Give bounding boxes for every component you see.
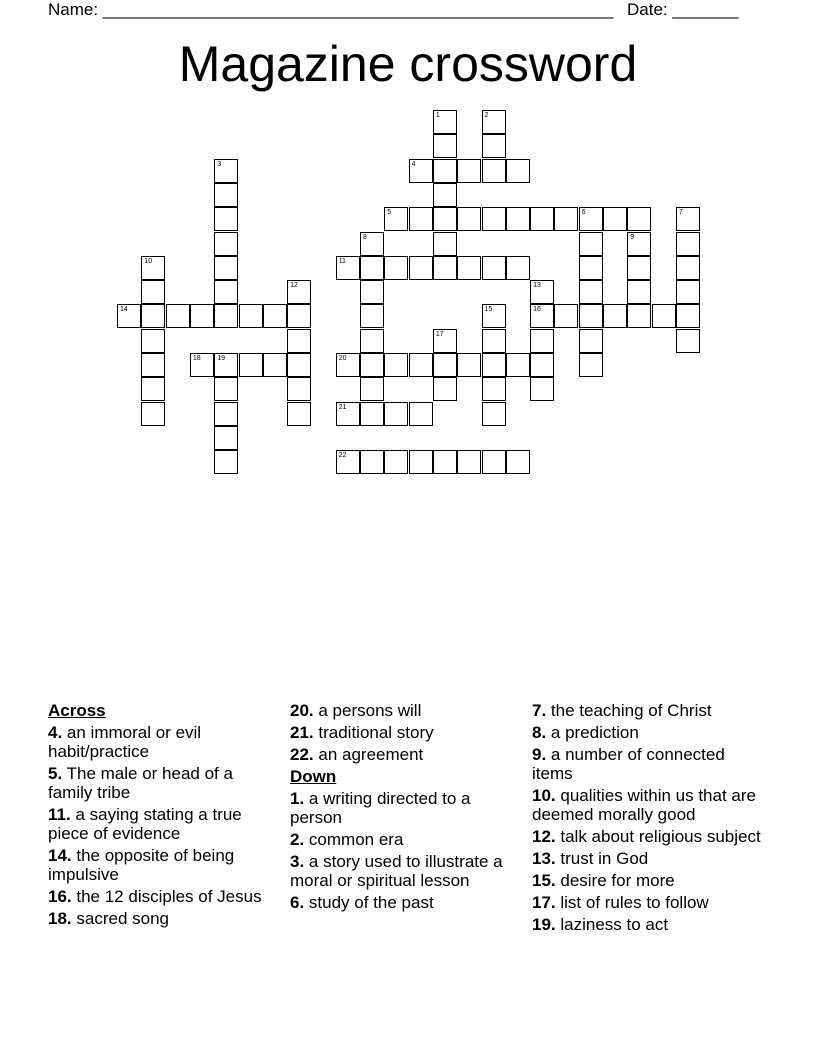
grid-cell[interactable]: [506, 353, 530, 377]
grid-cell[interactable]: [287, 377, 311, 401]
clue-item: [48, 764, 278, 802]
grid-cell[interactable]: [336, 353, 360, 377]
clue-text: study of the past: [308, 893, 434, 912]
clues-column-3: [532, 701, 768, 937]
grid-cell[interactable]: [239, 353, 263, 377]
grid-cell[interactable]: [360, 377, 384, 401]
cell-number: 12: [290, 282, 298, 290]
cell-number: 5: [387, 209, 392, 217]
clue-number: 17.: [532, 893, 556, 912]
clue-text: trust in God: [560, 849, 649, 868]
grid-cell[interactable]: [141, 280, 165, 304]
grid-cell[interactable]: [652, 304, 676, 328]
grid-cell[interactable]: [214, 304, 238, 328]
clue-text: a story used to illustrate a moral or spiritual lesson: [290, 852, 503, 890]
grid-cell[interactable]: [360, 280, 384, 304]
grid-cell[interactable]: [676, 280, 700, 304]
clue-text: a writing directed to a person: [290, 789, 471, 827]
grid-cell[interactable]: [433, 256, 457, 280]
grid-cell[interactable]: [190, 353, 214, 377]
grid-cell[interactable]: [409, 353, 433, 377]
grid-cell[interactable]: [384, 256, 408, 280]
clue-text: The male or head of a family tribe: [48, 764, 233, 802]
grid-cell[interactable]: [214, 402, 238, 426]
clue-number: 11.: [48, 805, 71, 824]
clue-item: [532, 786, 768, 824]
clue-item: [48, 805, 278, 843]
grid-cell[interactable]: [214, 256, 238, 280]
grid-cell[interactable]: [433, 450, 457, 474]
clue-item: [532, 701, 768, 720]
cell-number: 11: [338, 257, 346, 265]
clue-item: [48, 846, 278, 884]
grid-cell[interactable]: [579, 207, 603, 231]
grid-cell[interactable]: [506, 159, 530, 183]
clue-text: laziness to act: [560, 915, 669, 934]
clue-item: [48, 909, 278, 928]
grid-cell[interactable]: [482, 402, 506, 426]
cell-number: 14: [120, 306, 128, 314]
grid-cell[interactable]: [214, 353, 238, 377]
grid-cell[interactable]: [409, 402, 433, 426]
grid-cell[interactable]: [627, 280, 651, 304]
grid-cell[interactable]: [433, 353, 457, 377]
grid-cell[interactable]: [554, 304, 578, 328]
clue-number: 5.: [48, 764, 63, 783]
clue-number: 14.: [48, 846, 72, 865]
grid-cell[interactable]: [433, 134, 457, 158]
clue-text: desire for more: [560, 871, 675, 890]
grid-cell[interactable]: [579, 232, 603, 256]
grid-cell[interactable]: [263, 304, 287, 328]
grid-cell[interactable]: [482, 159, 506, 183]
clue-item: [532, 723, 768, 742]
grid-cell[interactable]: [433, 183, 457, 207]
grid-cell[interactable]: [482, 377, 506, 401]
grid-cell[interactable]: [482, 450, 506, 474]
grid-cell[interactable]: [360, 353, 384, 377]
clues-column-1: [48, 701, 278, 931]
grid-cell[interactable]: [482, 304, 506, 328]
clue-item: [290, 789, 526, 827]
grid-cell[interactable]: [214, 183, 238, 207]
grid-cell[interactable]: [287, 353, 311, 377]
clue-text: a prediction: [550, 723, 639, 742]
grid-cell[interactable]: [506, 450, 530, 474]
grid-cell[interactable]: [482, 110, 506, 134]
clue-number: 9.: [532, 745, 547, 764]
grid-cell[interactable]: [409, 159, 433, 183]
clue-text: the 12 disciples of Jesus: [76, 887, 262, 906]
grid-cell[interactable]: [433, 110, 457, 134]
grid-cell[interactable]: [263, 353, 287, 377]
clue-text: qualities within us that are deemed morally good: [532, 786, 756, 824]
grid-cell[interactable]: [360, 304, 384, 328]
clue-text: common era: [308, 830, 404, 849]
grid-cell[interactable]: [457, 450, 481, 474]
grid-cell[interactable]: [530, 329, 554, 353]
grid-cell[interactable]: [141, 402, 165, 426]
cell-number: 3: [217, 160, 222, 168]
clue-item: [532, 871, 768, 890]
grid-cell[interactable]: [433, 329, 457, 353]
clue-number: 19.: [532, 915, 556, 934]
clue-item: [290, 852, 526, 890]
cell-number: 8: [363, 233, 367, 241]
clue-text: sacred song: [76, 909, 169, 928]
grid-cell[interactable]: [579, 329, 603, 353]
clue-number: 12.: [532, 827, 556, 846]
grid-cell[interactable]: [603, 207, 627, 231]
grid-cell[interactable]: [360, 402, 384, 426]
clue-text: the teaching of Christ: [550, 701, 712, 720]
grid-cell[interactable]: [482, 207, 506, 231]
cell-number: 13: [533, 282, 541, 290]
clue-item: [532, 849, 768, 868]
cell-number: 6: [581, 209, 586, 217]
grid-cell[interactable]: [214, 159, 238, 183]
clue-number: 21.: [290, 723, 314, 742]
cell-number: 9: [630, 233, 635, 241]
cell-number: 16: [533, 306, 541, 314]
grid-cell[interactable]: [676, 329, 700, 353]
clue-number: 15.: [532, 871, 556, 890]
date-field-label: Date: _______: [627, 0, 739, 19]
clue-item: [48, 887, 278, 906]
grid-cell[interactable]: [287, 280, 311, 304]
grid-cell[interactable]: [360, 256, 384, 280]
cell-number: 19: [217, 355, 225, 362]
clue-item: [532, 745, 768, 783]
grid-cell[interactable]: [141, 256, 165, 280]
grid-cell[interactable]: [214, 450, 238, 474]
cell-number: 17: [435, 330, 444, 338]
clue-text: a persons will: [318, 701, 422, 720]
grid-cell[interactable]: [360, 450, 384, 474]
grid-cell[interactable]: [384, 402, 408, 426]
grid-cell[interactable]: [141, 377, 165, 401]
grid-cell[interactable]: [627, 207, 651, 231]
clue-text: talk about religious subject: [560, 827, 761, 846]
grid-cell[interactable]: [579, 280, 603, 304]
grid-cell[interactable]: [530, 377, 554, 401]
clue-number: 6.: [290, 893, 305, 912]
clue-item: [532, 915, 768, 934]
grid-cell[interactable]: [530, 207, 554, 231]
grid-cell[interactable]: [482, 329, 506, 353]
clue-text: the opposite of being impulsive: [48, 846, 235, 884]
clue-item: [290, 723, 526, 742]
grid-cell[interactable]: [384, 450, 408, 474]
across-heading: Across: [48, 701, 106, 720]
clue-text: an immoral or evil habit/practice: [48, 723, 202, 761]
cell-number: 1: [435, 112, 440, 119]
clue-text: an agreement: [318, 745, 424, 764]
grid-cell[interactable]: [287, 329, 311, 353]
clue-item: [290, 830, 526, 849]
grid-cell[interactable]: [384, 353, 408, 377]
grid-cell[interactable]: [676, 207, 700, 231]
grid-cell[interactable]: [190, 304, 214, 328]
grid-cell[interactable]: [141, 329, 165, 353]
clues-column-2: [290, 701, 526, 915]
clue-number: 8.: [532, 723, 547, 742]
clue-number: 13.: [532, 849, 556, 868]
grid-cell[interactable]: [457, 256, 481, 280]
grid-cell[interactable]: [239, 304, 263, 328]
clue-text: a number of connected items: [532, 745, 725, 783]
grid-cell[interactable]: [336, 256, 360, 280]
clue-text: list of rules to follow: [560, 893, 709, 912]
grid-cell[interactable]: [433, 232, 457, 256]
grid-cell[interactable]: [141, 353, 165, 377]
grid-cell[interactable]: [214, 207, 238, 231]
grid-cell[interactable]: [579, 353, 603, 377]
grid-cell[interactable]: [433, 159, 457, 183]
clue-text: traditional story: [318, 723, 434, 742]
grid-cell[interactable]: [141, 304, 165, 328]
cell-number: 15: [484, 306, 493, 314]
cell-number: 2: [484, 112, 489, 119]
grid-cell[interactable]: [627, 232, 651, 256]
clue-number: 7.: [532, 701, 547, 720]
grid-cell[interactable]: [482, 256, 506, 280]
clue-number: 16.: [48, 887, 72, 906]
grid-cell[interactable]: [530, 353, 554, 377]
cell-number: 22: [338, 452, 347, 460]
grid-cell[interactable]: [384, 207, 408, 231]
grid-cell[interactable]: [360, 329, 384, 353]
clue-number: 3.: [290, 852, 305, 871]
clue-item: [532, 893, 768, 912]
clue-item: [290, 745, 526, 764]
cell-number: 18: [192, 355, 201, 362]
grid-cell[interactable]: [409, 450, 433, 474]
grid-cell[interactable]: [554, 207, 578, 231]
grid-cell[interactable]: [166, 304, 190, 328]
name-field-label: Name: ______________________________________________________: [48, 0, 614, 19]
clue-number: 22.: [290, 745, 314, 764]
grid-cell[interactable]: [627, 256, 651, 280]
cell-number: 20: [338, 355, 347, 362]
grid-cell[interactable]: [457, 159, 481, 183]
grid-cell[interactable]: [214, 280, 238, 304]
grid-cell[interactable]: [506, 256, 530, 280]
cell-number: 10: [144, 257, 153, 265]
grid-cell[interactable]: [433, 377, 457, 401]
grid-cell[interactable]: [579, 304, 603, 328]
clue-number: 18.: [48, 909, 72, 928]
grid-cell[interactable]: [214, 232, 238, 256]
grid-cell[interactable]: [530, 304, 554, 328]
grid-cell[interactable]: [482, 134, 506, 158]
clue-item: [290, 701, 526, 720]
grid-cell[interactable]: [214, 426, 238, 450]
grid-cell[interactable]: [433, 207, 457, 231]
grid-cell[interactable]: [457, 353, 481, 377]
clue-text: a saying stating a true piece of evidence: [48, 805, 242, 843]
grid-cell[interactable]: [627, 304, 651, 328]
grid-cell[interactable]: [676, 304, 700, 328]
grid-cell[interactable]: [117, 304, 141, 328]
cell-number: 4: [411, 160, 416, 168]
clue-number: 20.: [290, 701, 314, 720]
grid-cell[interactable]: [457, 207, 481, 231]
cell-number: 21: [338, 403, 347, 411]
grid-cell[interactable]: [676, 256, 700, 280]
grid-cell[interactable]: [482, 353, 506, 377]
page-title: Magazine crossword: [178, 36, 638, 92]
grid-cell[interactable]: [360, 232, 384, 256]
clue-number: 4.: [48, 723, 63, 742]
grid-cell[interactable]: [506, 207, 530, 231]
clue-item: [290, 893, 526, 912]
clue-item: [48, 723, 278, 761]
grid-cell[interactable]: [214, 377, 238, 401]
grid-cell[interactable]: [336, 450, 360, 474]
cell-number: 7: [678, 209, 683, 217]
down-heading: Down: [290, 767, 337, 786]
grid-cell[interactable]: [336, 402, 360, 426]
grid-cell[interactable]: [287, 304, 311, 328]
clue-number: 10.: [532, 786, 556, 805]
grid-cell[interactable]: [530, 280, 554, 304]
grid-cell[interactable]: [287, 402, 311, 426]
clue-number: 2.: [290, 830, 305, 849]
grid-cell[interactable]: [579, 256, 603, 280]
clue-number: 1.: [290, 789, 305, 808]
grid-cell[interactable]: [409, 256, 433, 280]
grid-cell[interactable]: [676, 232, 700, 256]
grid-cell[interactable]: [409, 207, 433, 231]
grid-cell[interactable]: [603, 304, 627, 328]
clue-item: [532, 827, 768, 846]
